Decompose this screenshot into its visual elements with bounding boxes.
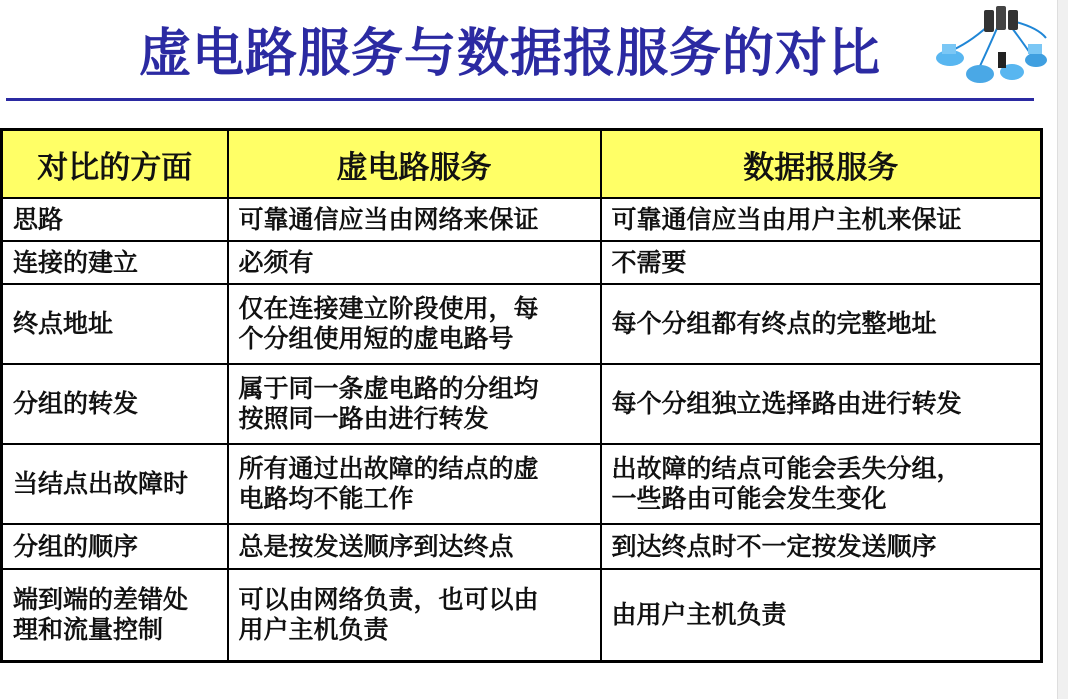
cell-line: 可以由网络负责，也可以由 [238,584,539,614]
cell-line: 所有通过出故障的结点的虚 [238,454,539,483]
vc-cell: 必须有 [228,241,601,284]
cell-line: 理和流量控制 [13,614,164,644]
table-header-row [2,130,1042,199]
dg-cell: 每个分组都有终点的完整地址 [601,284,1042,364]
table-row [2,198,1042,241]
aspect-cell: 思路 [2,198,228,241]
cell-line: 按照同一路由进行转发 [238,404,489,433]
table-row [2,444,1042,524]
dg-cell [601,444,1042,524]
header-virtual-circuit: 虚电路服务 [228,130,601,199]
header-datagram: 数据报服务 [601,130,1042,199]
table-row [2,524,1042,569]
header-aspect: 对比的方面 [2,130,228,199]
cell-line: 端到端的差错处 [13,584,189,614]
vc-cell [228,444,601,524]
network-icon [928,4,1050,96]
cell-line: 仅在连接建立阶段使用，每 [238,294,539,323]
cell-line: 用户主机负责 [238,614,389,644]
dg-cell: 每个分组独立选择路由进行转发 [601,364,1042,444]
comparison-table [0,128,1043,663]
aspect-cell: 终点地址 [2,284,228,364]
vc-cell: 可靠通信应当由网络来保证 [228,198,601,241]
cell-line: 一些路由可能会发生变化 [611,484,887,513]
aspect-cell [2,569,228,661]
dg-cell: 可靠通信应当由用户主机来保证 [601,198,1042,241]
title-underline [6,98,1034,101]
cell-line: 电路均不能工作 [238,484,414,513]
dg-cell: 到达终点时不一定按发送顺序 [601,524,1042,569]
cell-line: 属于同一条虚电路的分组均 [238,374,539,403]
slide-title: 虚电路服务与数据报服务的对比 [138,24,881,84]
table-row [2,284,1042,364]
table-row [2,364,1042,444]
cell-line: 出故障的结点可能会丢失分组， [611,454,962,483]
table-row [2,241,1042,284]
vc-cell [228,569,601,661]
vertical-scrollbar[interactable] [1057,0,1068,699]
dg-cell: 不需要 [601,241,1042,284]
aspect-cell: 连接的建立 [2,241,228,284]
vc-cell [228,284,601,364]
vc-cell: 总是按发送顺序到达终点 [228,524,601,569]
table-row [2,569,1042,661]
aspect-cell: 当结点出故障时 [2,444,228,524]
dg-cell: 由用户主机负责 [601,569,1042,661]
aspect-cell: 分组的转发 [2,364,228,444]
cell-line: 个分组使用短的虚电路号 [238,324,514,353]
vc-cell [228,364,601,444]
aspect-cell: 分组的顺序 [2,524,228,569]
